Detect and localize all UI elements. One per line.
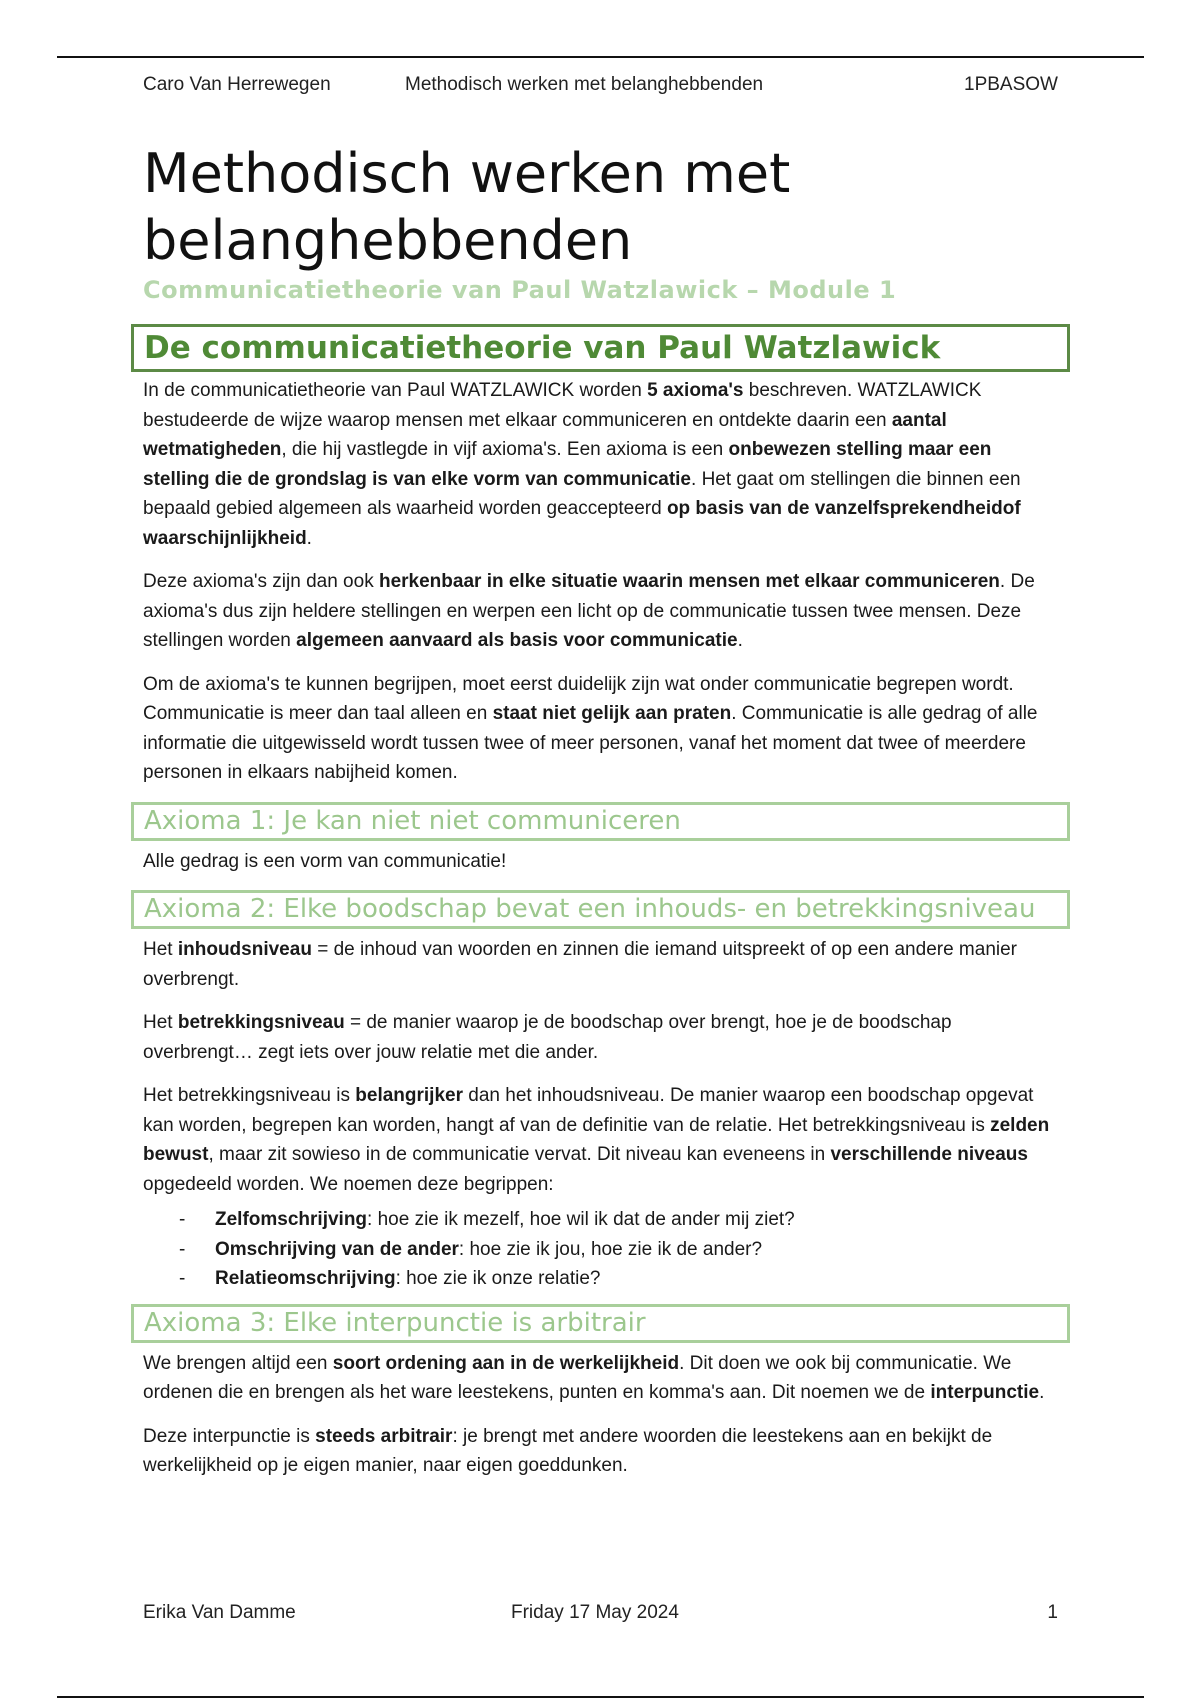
footer-author: Erika Van Damme bbox=[143, 1602, 296, 1623]
paragraph-ordening: We brengen altijd een soort ordening aan in de werkelijkheid. Dit doen we ook bij communicatie. We ordenen die en brengen als het ware leestekens, punten en komma's aan. Dit noemen we de interpunctie. bbox=[143, 1352, 1045, 1403]
heading-axioma-3: Axioma 3: Elke interpunctie is arbitrair bbox=[131, 1304, 1070, 1343]
list-item: - Zelfomschrijving: hoe zie ik mezelf, hoe wil ik dat de ander mij ziet? bbox=[179, 1205, 1058, 1235]
footer-rule bbox=[57, 1696, 1144, 1698]
heading-axioma-2: Axioma 2: Elke boodschap bevat een inhouds- en betrekkingsniveau bbox=[131, 890, 1070, 929]
footer-date: Friday 17 May 2024 bbox=[511, 1602, 679, 1623]
paragraph-communicatie-definitie: Om de axioma's te kunnen begrijpen, moet eerst duidelijk zijn wat onder communicatie begrepen wordt. Communicatie is meer dan taal alleen en staat niet gelijk aan praten. Communicatie is alle gedrag of alle informatie die uitgewisseld wordt tussen twee of meer personen, vanaf het moment dat twee of meerdere personen in elkaars nabijheid komen. bbox=[143, 673, 1038, 783]
header-course: Methodisch werken met belanghebbenden bbox=[405, 74, 764, 95]
header-author: Caro Van Herrewegen bbox=[143, 74, 331, 95]
paragraph-axioma-1: Alle gedrag is een vorm van communicatie! bbox=[143, 850, 507, 872]
list-item: - Relatieomschrijving: hoe zie ik onze relatie? bbox=[179, 1264, 1058, 1294]
header-rule bbox=[57, 56, 1144, 58]
paragraph-betrekkingsniveau: Het betrekkingsniveau = de manier waarop je de boodschap over brengt, hoe je de boodschap overbrengt… zegt iets over jouw relatie met die ander. bbox=[143, 1012, 952, 1063]
paragraph-betrekkingsniveau-belangrijker: Het betrekkingsniveau is belangrijker dan het inhoudsniveau. De manier waarop een boodschap opgevat kan worden, begrepen kan worden, hangt af van de definitie van de relatie. Het betrekkingsniveau is zelden bewust, maar zit sowieso in de communicatie vervat. Dit niveau kan eveneens in verschillende niveaus opgedeeld worden. We noemen deze begrippen: bbox=[143, 1085, 1050, 1195]
heading-axioma-1: Axioma 1: Je kan niet niet communiceren bbox=[131, 802, 1070, 841]
paragraph-inhoudsniveau: Het inhoudsniveau = de inhoud van woorden en zinnen die iemand uitspreekt of op een andere manier overbrengt. bbox=[143, 939, 1018, 990]
section-heading-watzlawick: De communicatietheorie van Paul Watzlawick bbox=[131, 324, 1070, 372]
page-number: 1 bbox=[1047, 1602, 1058, 1623]
paragraph-axioma-herkenbaar: Deze axioma's zijn dan ook herkenbaar in elke situatie waarin mensen met elkaar communiceren. De axioma's dus zijn heldere stellingen en werpen een licht op de communicatie tussen twee mensen. Deze stellingen worden algemeen aanvaard als basis voor communicatie. bbox=[143, 571, 1035, 651]
document-body bbox=[143, 140, 1058, 1495]
paragraph-arbitrair: Deze interpunctie is steeds arbitrair: je brengt met andere woorden die leestekens aan en bekijkt de werkelijkheid op je eigen manier, naar eigen goeddunken. bbox=[143, 1425, 993, 1476]
paragraph-intro: In de communicatietheorie van Paul WATZLAWICK worden 5 axioma's beschreven. WATZLAWICK bestudeerde de wijze waarop mensen met elkaar communiceren en ontdekte daarin een aantal wetmatigheden, die hij vastlegde in vijf axioma's. Een axioma is een onbewezen stelling maar een stelling die de grondslag is van elke vorm van communicatie. Het gaat om stellingen die binnen een bepaald gebied algemeen als waarheid worden geaccepteerd op basis van de vanzelfsprekendheidof waarschijnlijkheid. bbox=[143, 380, 1021, 549]
document-subtitle: Communicatietheorie van Paul Watzlawick – Module 1 bbox=[143, 276, 897, 304]
list-item: - Omschrijving van de ander: hoe zie ik jou, hoe zie ik de ander? bbox=[179, 1235, 1058, 1265]
niveaus-list bbox=[179, 1205, 1058, 1294]
header-code: 1PBASOW bbox=[964, 74, 1058, 95]
document-title: Methodisch werken met belanghebbenden bbox=[143, 142, 791, 272]
